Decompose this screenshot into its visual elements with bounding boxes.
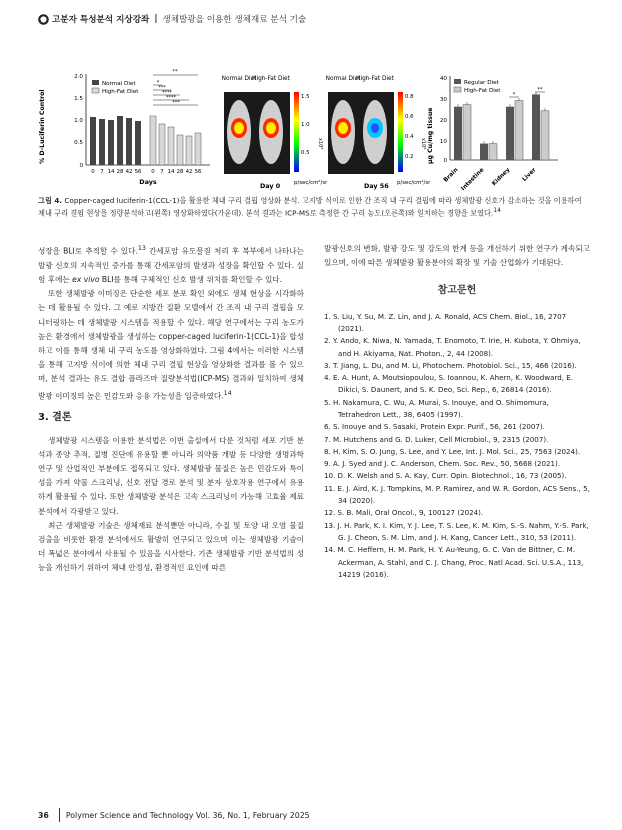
xa-tick-6: 0 bbox=[151, 169, 155, 175]
xa-tick-10: 42 bbox=[185, 169, 193, 175]
ya-tick-05: 0.5 bbox=[74, 140, 83, 146]
figure-4 bbox=[38, 42, 590, 192]
xd-tick-liver: Liver bbox=[521, 167, 538, 183]
reference-list bbox=[324, 311, 590, 582]
svg-text:0.5: 0.5 bbox=[301, 150, 310, 156]
svg-text:10: 10 bbox=[439, 139, 447, 145]
xa-tick-8: 14 bbox=[167, 169, 175, 175]
paragraph-2: 또한 생체발광 이미징은 단순한 세포 분포 확인 외에도 생체 현상을 시각화하는 데 활용될 수 있다. 그 예로 지방간 질환 모델에서 간 조직 내 구리 결핍을 모니터링하는 데 생체발광 시스템을 적용할 수 있다. 해당 연구에서는 구리 농도가 높은 환경에서 생체발광을 생성하는 copper-caged luciferin-1(CCL-1)을 합성하고 이를 통해 생체 내 구리 농도를 영상화하였다. 그림 4에서는 이러한 시스템을 통해 고지방 식이에 의한 체내 구리 결핍 현상을 영상화한 결과를 볼 수 있으며, 분석 결과는 유도 결합 플라즈마 질량분석법(ICP-MS) 결과와 일치하여 생체발광 이미징의 높은 민감도와 응용 가능성을 입증하였다.$^{14}$ bbox=[38, 289, 304, 401]
bar-hfd-7 bbox=[159, 124, 165, 165]
article-title: 생체발광을 이용한 생체재료 분석 기술 bbox=[162, 15, 307, 25]
circle-bullet-icon bbox=[38, 14, 49, 25]
panel-c-images bbox=[326, 76, 432, 190]
reference-item: 10. D. K. Welsh and S. A. Kay, Curr. Opin. Biotechnol., 16, 73 (2005). bbox=[324, 471, 567, 481]
header-separator: | bbox=[154, 14, 158, 24]
footer-divider bbox=[59, 808, 60, 822]
sig-a-0: ** bbox=[172, 69, 178, 75]
legend-hfd-d: High-Fat Diet bbox=[464, 88, 501, 94]
bar-normal-7 bbox=[99, 119, 105, 165]
paragraph-3: 생체발광 시스템을 이용한 분석법은 이번 출설에서 다룬 것처럼 세포 기반 분석과 종양 추적, 질병 진단에 유용할 뿐 아니라 의약품 개발 등 다양한 생명과학 연구 및 산업적인 부분에도 접목되고 있다. 생체발광 물질은 높은 민감도와 특이성을 가져 약물 스크리닝, 신호 전달 경로 분석 및 분자 상호작용 연구에서 유용하게 활용될 수 있다. 또한 생체발광 분석은 고속 스크리닝이 가능해 고효율 제료 분석에서 각광받고 있다. bbox=[38, 435, 304, 516]
svg-text:**: ** bbox=[537, 87, 543, 93]
reference-item: 3. T. Jiang, L. Du, and M. Li, Photochem. Photobiol. Sci., 15, 466 (2016). bbox=[324, 360, 577, 370]
xa-tick-1: 7 bbox=[100, 169, 104, 175]
svg-text:0: 0 bbox=[443, 158, 447, 164]
svg-text:1.0: 1.0 bbox=[301, 122, 310, 128]
legend-hfd: High-Fat Diet bbox=[102, 89, 139, 95]
sig-a-3: **** bbox=[162, 90, 172, 96]
sig-a-5: *** bbox=[172, 100, 180, 106]
reference-item: 11. E. J. Aird, K. J. Tompkins, M. P. Ramirez, and W. R. Gordon, ACS Sens., 5, 34 (2020). bbox=[324, 483, 590, 506]
caption-label: 그림 4. bbox=[38, 196, 63, 205]
bar-intestine-hfd bbox=[489, 144, 497, 160]
references-title: 참고문헌 bbox=[437, 285, 477, 297]
bar-liver-regular bbox=[532, 94, 540, 160]
xa-tick-11: 56 bbox=[194, 169, 202, 175]
bar-kidney-regular bbox=[506, 107, 514, 160]
panel-a-xlabel: Days bbox=[139, 178, 157, 186]
xa-tick-7: 7 bbox=[160, 169, 164, 175]
reference-item: 7. M. Hutchens and G. D. Luker, Cell Microbiol., 9, 2315 (2007). bbox=[324, 434, 549, 444]
xd-tick-intestine: Intestine bbox=[460, 167, 486, 192]
svg-text:x10⁸: x10⁸ bbox=[317, 138, 323, 150]
section-title-conclusion: 3. 결론 bbox=[38, 412, 72, 424]
svg-text:High-Fat Diet: High-Fat Diet bbox=[356, 76, 394, 82]
bar-normal-0 bbox=[90, 117, 96, 165]
bar-hfd-28 bbox=[177, 135, 183, 165]
caption-ref: 14 bbox=[493, 207, 501, 214]
bar-brain-hfd bbox=[463, 105, 471, 160]
bar-brain-regular bbox=[454, 107, 462, 160]
legend-normal: Normal Diet bbox=[102, 81, 136, 87]
colorbar-day56 bbox=[398, 92, 403, 172]
figure-caption bbox=[38, 196, 590, 218]
svg-text:30: 30 bbox=[439, 97, 447, 103]
ya-tick-1: 1.0 bbox=[74, 118, 83, 124]
svg-text:0.4: 0.4 bbox=[405, 134, 414, 140]
xd-tick-kidney: Kidney bbox=[491, 167, 512, 188]
sig-a-4: **** bbox=[166, 95, 176, 101]
right-column bbox=[324, 242, 590, 581]
bar-intestine-regular bbox=[480, 144, 488, 160]
panel-a-ylabel: % D-Luciferin Control bbox=[39, 89, 46, 164]
svg-text:p/sec/cm²/sr: p/sec/cm²/sr bbox=[397, 180, 431, 186]
journal-info: Polymer Science and Technology Vol. 36, No. 1, February 2025 bbox=[65, 810, 310, 820]
panel-d-chart bbox=[427, 76, 558, 192]
bar-hfd-14 bbox=[168, 127, 174, 165]
ya-tick-0: 0 bbox=[79, 163, 83, 169]
running-header bbox=[38, 10, 306, 28]
paragraph-1: 성장을 BLI로 추적할 수 있다.$^{13}$ 간세포암 유도물질 처리 후 복부에서 나타나는 발광 신호의 지속적인 증가를 통해 간세포암의 발생과 성장을 확인할 수 있다. 실험 후에는 ex vivo BLI를 통해 구체적인 신호 발생 위치를 확인할 수 있다. bbox=[38, 245, 305, 284]
reference-item: 9. A. J. Syed and J. C. Anderson, Chem. Soc. Rev., 50, 5668 (2021). bbox=[324, 459, 561, 469]
svg-text:Normal Diet: Normal Diet bbox=[221, 76, 257, 82]
svg-text:0.8: 0.8 bbox=[405, 94, 414, 100]
reference-item: 6. S. Inouye and S. Sasaki, Protein Expr. Purif., 56, 261 (2007). bbox=[324, 422, 545, 432]
xa-tick-2: 14 bbox=[107, 169, 115, 175]
xa-tick-5: 56 bbox=[134, 169, 142, 175]
bar-hfd-42 bbox=[186, 136, 192, 165]
colorbar-day0 bbox=[294, 92, 299, 172]
svg-text:High-Fat Diet: High-Fat Diet bbox=[252, 76, 290, 82]
xa-tick-0: 0 bbox=[91, 169, 95, 175]
bar-normal-14 bbox=[108, 120, 114, 165]
paragraph-4: 최근 생체발광 기술은 생체재료 분석뿐만 아니라, 수질 및 토양 내 오염 물질 검출을 비롯한 환경 분석에서도 활발히 연구되고 있으며 이는 생체발광 기술이 더 폭넓은 분야에서 사용될 수 있음을 시사한다. 기존 생체발광 기반 분석법의 성능을 개선하기 위하여 체내 안정성, 환경적인 요인에 따른 bbox=[38, 520, 304, 573]
section-name: 고분자 특성분석 지상강좌 bbox=[52, 15, 150, 25]
bar-liver-hfd bbox=[541, 111, 549, 160]
reference-item: 4. E. A. Hunt, A. Moutsiopoulou, S. Ioannou, K. Ahern, K. Woodward, E. Dikici, S. Daunert, and S. K. Deo, Sci. Rep., 6, 26814 (2016). bbox=[324, 373, 573, 395]
svg-text:1.5: 1.5 bbox=[301, 94, 310, 100]
bar-hfd-0 bbox=[150, 116, 156, 165]
svg-text:Normal Diet: Normal Diet bbox=[325, 76, 361, 82]
reference-item: 2. Y. Ando, K. Niwa, N. Yamada, T. Enomoto, T. Irie, H. Kubota, Y. Ohmiya, and H. Akiyama, Nat. Photon., 2, 44 (2008). bbox=[324, 336, 581, 358]
bar-kidney-hfd bbox=[515, 101, 523, 160]
svg-text:Day 0: Day 0 bbox=[260, 182, 281, 190]
page-footer bbox=[38, 808, 310, 822]
reference-item: 8. H. Kim, S. O. Jung, S. Lee, and Y. Lee, Int. J. Mol. Sci., 25, 7563 (2024). bbox=[324, 446, 581, 456]
reference-item: 14. M. C. Heffern, H. M. Park, H. Y. Au-Yeung, G. C. Van de Bittner, C. M. Ackerman, A. Stahl, and C. J. Chang, Proc. Natl Acad. Sci. U.S.A., 113, 14219 (2016). bbox=[324, 545, 584, 579]
panel-b-images bbox=[222, 76, 329, 190]
bar-normal-42 bbox=[126, 118, 132, 165]
bar-normal-56 bbox=[135, 121, 141, 165]
bar-hfd-56 bbox=[195, 133, 201, 165]
svg-text:p/sec/cm²/sr: p/sec/cm²/sr bbox=[294, 180, 328, 186]
legend-regular: Regular Diet bbox=[464, 80, 499, 86]
svg-text:*: * bbox=[512, 92, 516, 98]
sig-a-1: * bbox=[156, 80, 160, 86]
reference-item: 1. S. Liu, Y. Su, M. Z. Lin, and J. A. Ronald, ACS Chem. Biol., 16, 2707 (2021). bbox=[324, 311, 567, 333]
svg-text:Day 56: Day 56 bbox=[364, 182, 389, 190]
panel-d-ylabel: µg Cu/mg tissue bbox=[427, 107, 434, 164]
panel-a-chart bbox=[39, 69, 210, 186]
svg-text:20: 20 bbox=[439, 118, 447, 124]
left-column bbox=[38, 242, 304, 576]
svg-text:40: 40 bbox=[439, 76, 447, 82]
svg-text:0.2: 0.2 bbox=[405, 154, 414, 160]
xa-tick-4: 42 bbox=[125, 169, 133, 175]
xd-tick-brain: Brain bbox=[442, 167, 460, 184]
paragraph-right-1: 발광신호의 변화, 발광 강도 및 강도의 한계 등을 개선하기 위한 연구가 계속되고 있으며, 이에 따른 생체발광 활용분야의 확장 및 기술 산업화가 기대된다. bbox=[324, 244, 590, 268]
reference-item: 13. J. H. Park, K. I. Kim, Y. J. Lee, T. S. Lee, K. M. Kim, S.-S. Nahm, Y.-S. Park, G. J. Cheon, S. M. Lim, and J. H. Kang, Cancer Lett., 310, 53 (2011). bbox=[324, 520, 589, 542]
reference-item: 12. S. B. Mali, Oral Oncol., 9, 100127 (2024). bbox=[324, 508, 484, 518]
reference-item: 5. H. Nakamura, C. Wu, A. Murai, S. Inouye, and O. Shimomura, Tetrahedron Lett., 38, 6405 (1997). bbox=[324, 397, 549, 419]
svg-text:x10⁸: x10⁸ bbox=[420, 138, 426, 150]
ya-tick-15: 1.5 bbox=[74, 96, 83, 102]
bar-normal-28 bbox=[117, 116, 123, 165]
page-number: 36 bbox=[38, 810, 49, 820]
ya-tick-2: 2.0 bbox=[74, 74, 83, 80]
xa-tick-9: 28 bbox=[176, 169, 184, 175]
caption-text: Copper-caged luciferin-1(CCL-1)을 활용한 체내 구리 결핍 영상화 분석. 고지방 식이로 인한 간 조직 내 구리 결핍에 따라 생체발광 신호가 감소하는 것을 이용하여 체내 구리 결핍 현상을 정량분석하고(왼쪽) 영상화하였다(가운데). 분석 결과는 ICP-MS로 측정한 간 구리 농도(오른쪽)와 일치하는 경향을 보였다. bbox=[38, 196, 582, 218]
svg-text:0.6: 0.6 bbox=[405, 114, 414, 120]
sig-a-2: *** bbox=[158, 85, 166, 91]
xa-tick-3: 28 bbox=[116, 169, 124, 175]
